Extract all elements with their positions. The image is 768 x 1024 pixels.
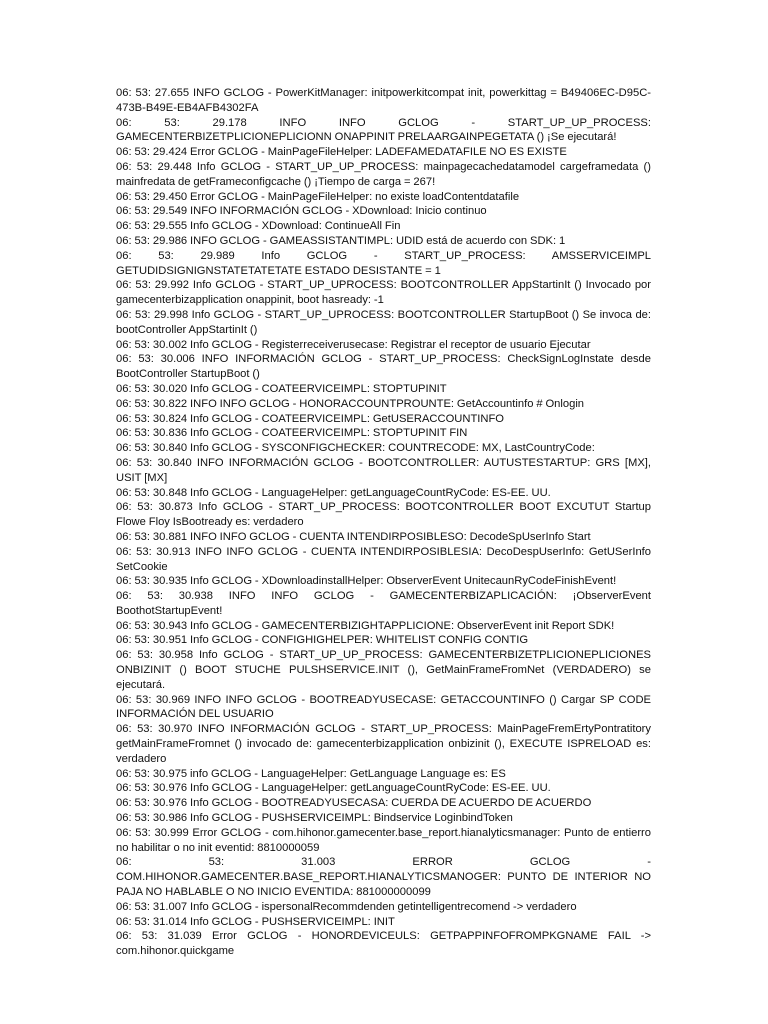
log-line: 06: 53: 31.007 Info GCLOG - ispersonalRecommdenden getintelligentrecomend -> verdadero (116, 900, 577, 913)
log-line: 06: 53: 30.848 Info GCLOG - LanguageHelper: getLanguageCountRyCode: ES-EE. UU. (116, 486, 551, 499)
log-line: 06: 53: 30.986 Info GCLOG - PUSHSERVICEIMPL: Bindservice LoginbindToken (116, 812, 513, 825)
log-line: 06: 53: 30.958 Info GCLOG - START_UP_UP_PROCESS: GAMECENTERBIZETPLICIONEPLICIONES ONBIZINIT () BOOT STUCHE PULSHSERVICE.INIT (), GetMainFrameFromNet (VERDADERO) se ejecutará. (116, 649, 651, 691)
log-line: 06: 53: 29.178 INFO INFO GCLOG - START_UP_UP_PROCESS: GAMECENTERBIZETPLICIONEPLICIONN ONAPPINIT PRELAARGAINPEGETATA () ¡Se ejecutará! (116, 116, 651, 144)
log-line: 06: 53: 30.840 Info GCLOG - SYSCONFIGCHECKER: COUNTRECODE: MX, LastCountryCode: (116, 442, 595, 455)
log-line: 06: 53: 29.555 Info GCLOG - XDownload: ContinueAll Fin (116, 220, 401, 233)
log-line: 06: 53: 30.913 INFO INFO GCLOG - CUENTA INTENDIRPOSIBLESIA: DecoDespUserInfo: GetUSerInfo SetCookie (116, 545, 651, 573)
log-line: 06: 53: 29.989 Info GCLOG - START_UP_PROCESS: AMSSERVICEIMPL GETUDIDSIGNIGNSTATETATETATE ESTADO DESISTANTE = 1 (116, 249, 651, 277)
log-line: 06: 53: 30.006 INFO INFORMACIÓN GCLOG - START_UP_PROCESS: CheckSignLogInstate desde BootController StartupBoot () (116, 353, 651, 381)
log-line: 06: 53: 30.822 INFO INFO GCLOG - HONORACCOUNTPROUNTE: GetAccountinfo # Onlogin (116, 397, 585, 410)
log-line: 06: 53: 30.970 INFO INFORMACIÓN GCLOG - START_UP_PROCESS: MainPageFremErtyPontratitory getMainFrameFromnet () invocado de: gamecenterbizapplication onbizinit (), EXECUTE ISPRELOAD es: verdadero (116, 723, 651, 765)
log-line: 06: 53: 30.975 info GCLOG - LanguageHelper: GetLanguage Language es: ES (116, 767, 506, 780)
log-line: 06: 53: 29.986 INFO GCLOG - GAMEASSISTANTIMPL: UDID está de acuerdo con SDK: 1 (116, 234, 566, 247)
log-line: 06: 53: 31.014 Info GCLOG - PUSHSERVICEIMPL: INIT (116, 915, 395, 928)
log-line: 06: 53: 31.003 ERROR GCLOG - COM.HIHONOR.GAMECENTER.BASE_REPORT.HIANALYTICSMANOGER: PUNTO DE INTERIOR NO PAJA NO HABLABLE O NO INICIO EVENTIDA: 881000000099 (116, 856, 651, 899)
log-line: 06: 53: 27.655 INFO GCLOG - PowerKitManager: initpowerkitcompat init, powerkittag = B49406EC-D95C-473B-B49E-EB4AFB4302FA (116, 87, 651, 114)
log-line: 06: 53: 30.969 INFO INFO GCLOG - BOOTREADYUSECASE: GETACCOUNTINFO () Cargar SP CODE INFORMACIÓN DEL USUARIO (116, 693, 651, 721)
log-line: 06: 53: 30.976 Info GCLOG - BOOTREADYUSECASA: CUERDA DE ACUERDO DE ACUERDO (116, 797, 592, 810)
log-line: 06: 53: 30.938 INFO INFO GCLOG - GAMECENTERBIZAPLICACIÓN: ¡ObserverEvent BoothotStartupEvent! (116, 590, 651, 617)
log-line: 06: 53: 30.999 Error GCLOG - com.hihonor.gamecenter.base_report.hianalyticsmanager: Punto de entierro no habilitar o no init eventid: 8810000059 (116, 826, 651, 854)
log-line: 06: 53: 30.935 Info GCLOG - XDownloadinstallHelper: ObserverEvent UnitecaunRyCodeFinishEvent! (116, 575, 617, 588)
log-line: 06: 53: 29.549 INFO INFORMACIÓN GCLOG - XDownload: Inicio continuo (116, 205, 487, 218)
log-line: 06: 53: 30.002 Info GCLOG - Registerreceiverusecase: Registrar el receptor de usuario Ejecutar (116, 338, 591, 351)
log-line: 06: 53: 30.836 Info GCLOG - COATEERVICEIMPL: STOPTUPINIT FIN (116, 427, 468, 440)
log-line: 06: 53: 30.020 Info GCLOG - COATEERVICEIMPL: STOPTUPINIT (116, 382, 447, 395)
log-line: 06: 53: 30.840 INFO INFORMACIÓN GCLOG - BOOTCONTROLLER: AUTUSTESTARTUP: GRS [MX], USIT [MX] (116, 456, 651, 484)
log-line: 06: 53: 29.424 Error GCLOG - MainPageFileHelper: LADEFAMEDATAFILE NO ES EXISTE (116, 146, 567, 159)
log-line: 06: 53: 29.992 Info GCLOG - START_UP_UPROCESS: BOOTCONTROLLER AppStartinIt () Invocado por gamecenterbizapplication onappinit, boot hasready: -1 (116, 279, 651, 307)
log-line: 06: 53: 30.943 Info GCLOG - GAMECENTERBIZIGHTAPPLICIONE: ObserverEvent init Report SDK! (116, 619, 615, 632)
log-line: 06: 53: 29.450 Error GCLOG - MainPageFileHelper: no existe loadContentdatafile (116, 190, 520, 203)
log-document (116, 86, 651, 959)
log-line: 06: 53: 29.448 Info GCLOG - START_UP_UP_PROCESS: mainpagecachedatamodel cargeframedata () mainfredata de getFrameconfigcache () ¡Tiempo de carga = 267! (116, 160, 651, 188)
log-line: 06: 53: 30.881 INFO INFO GCLOG - CUENTA INTENDIRPOSIBLESO: DecodeSpUserInfo Start (116, 530, 591, 543)
log-line: 06: 53: 30.976 Info GCLOG - LanguageHelper: getLanguageCountRyCode: ES-EE. UU. (116, 782, 551, 795)
log-line: 06: 53: 29.998 Info GCLOG - START_UP_UPROCESS: BOOTCONTROLLER StartupBoot () Se invoca de: bootController AppStartinIt () (116, 308, 651, 336)
log-line: 06: 53: 30.824 Info GCLOG - COATEERVICEIMPL: GetUSERACCOUNTINFO (116, 412, 505, 425)
log-line: 06: 53: 31.039 Error GCLOG - HONORDEVICEULS: GETPAPPINFOFROMPKGNAME FAIL -> com.hihonor.quickgame (116, 930, 651, 958)
log-line: 06: 53: 30.951 Info GCLOG - CONFIGHIGHELPER: WHITELIST CONFIG CONTIG (116, 634, 529, 647)
log-line: 06: 53: 30.873 Info GCLOG - START_UP_PROCESS: BOOTCONTROLLER BOOT EXCUTUT Startup Flowe Floy IsBootready es: verdadero (116, 501, 651, 529)
